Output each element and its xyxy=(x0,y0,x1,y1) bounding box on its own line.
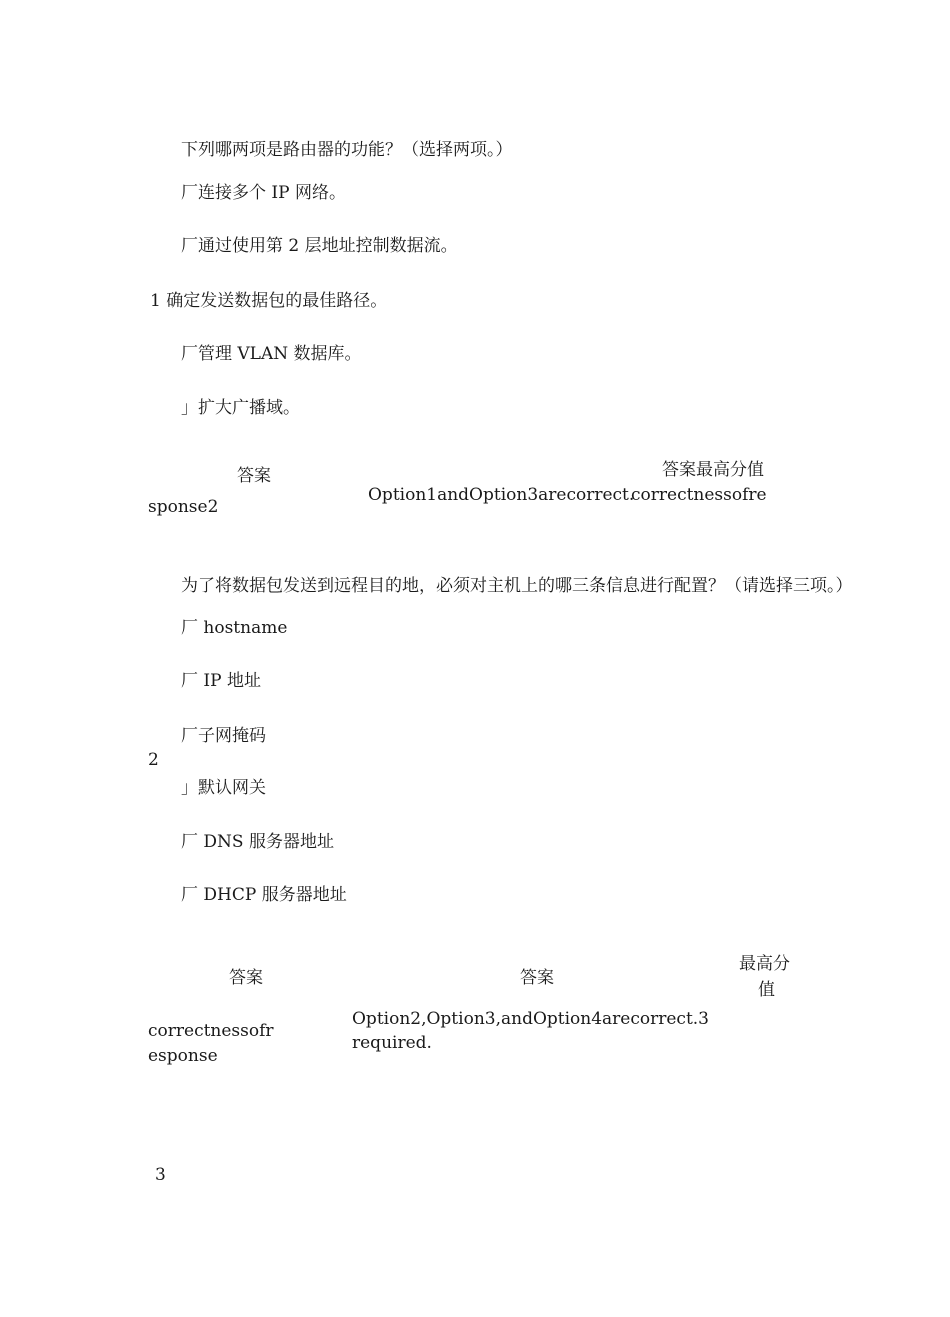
q2-option-5[interactable]: 厂 DNS 服务器地址 xyxy=(181,832,334,852)
q1-header-answer: 答案 xyxy=(237,466,271,486)
q1-option-3[interactable]: 1 确定发送数据包的最佳路径。 xyxy=(150,291,388,311)
q1-option-1[interactable]: 厂连接多个 IP 网络。 xyxy=(181,183,346,203)
q2-option-6[interactable]: 厂 DHCP 服务器地址 xyxy=(181,885,347,905)
page-number: 3 xyxy=(155,1165,166,1185)
q2-scoring-method-b: esponse xyxy=(148,1046,218,1066)
q1-option-5[interactable]: 」扩大广播域。 xyxy=(181,398,300,418)
q2-question: 为了将数据包发送到远程目的地，必须对主机上的哪三条信息进行配置？（请选择三项。） xyxy=(181,576,853,596)
q2-option-4[interactable]: 」默认网关 xyxy=(181,778,266,798)
q2-option-3[interactable]: 厂子网掩码 xyxy=(181,726,266,746)
q2-number: 2 xyxy=(148,750,159,770)
q1-header-max-score: 答案最高分值 xyxy=(662,460,764,480)
q2-scoring-method-a: correctnessofr xyxy=(148,1021,274,1041)
q1-scoring-method-a: correctnessofre xyxy=(631,485,767,505)
q2-header-col3-b: 值 xyxy=(758,980,775,1000)
q2-option-1[interactable]: 厂 hostname xyxy=(181,618,288,638)
q1-answer-text: Option1andOption3arecorrect. xyxy=(368,485,635,505)
q2-answer-text-a: Option2,Option3,andOption4arecorrect.3 xyxy=(352,1009,709,1029)
q2-answer-text-b: required. xyxy=(352,1033,432,1053)
q1-option-4[interactable]: 厂管理 VLAN 数据库。 xyxy=(181,344,362,364)
q2-header-col2: 答案 xyxy=(520,968,554,988)
q1-question: 下列哪两项是路由器的功能？（选择两项。） xyxy=(181,140,513,160)
q1-option-2[interactable]: 厂通过使用第 2 层地址控制数据流。 xyxy=(181,236,458,256)
q2-header-col1: 答案 xyxy=(229,968,263,988)
q1-scoring-method-b: sponse2 xyxy=(148,497,219,517)
q2-header-col3-a: 最高分 xyxy=(739,954,790,974)
q2-option-2[interactable]: 厂 IP 地址 xyxy=(181,671,261,691)
